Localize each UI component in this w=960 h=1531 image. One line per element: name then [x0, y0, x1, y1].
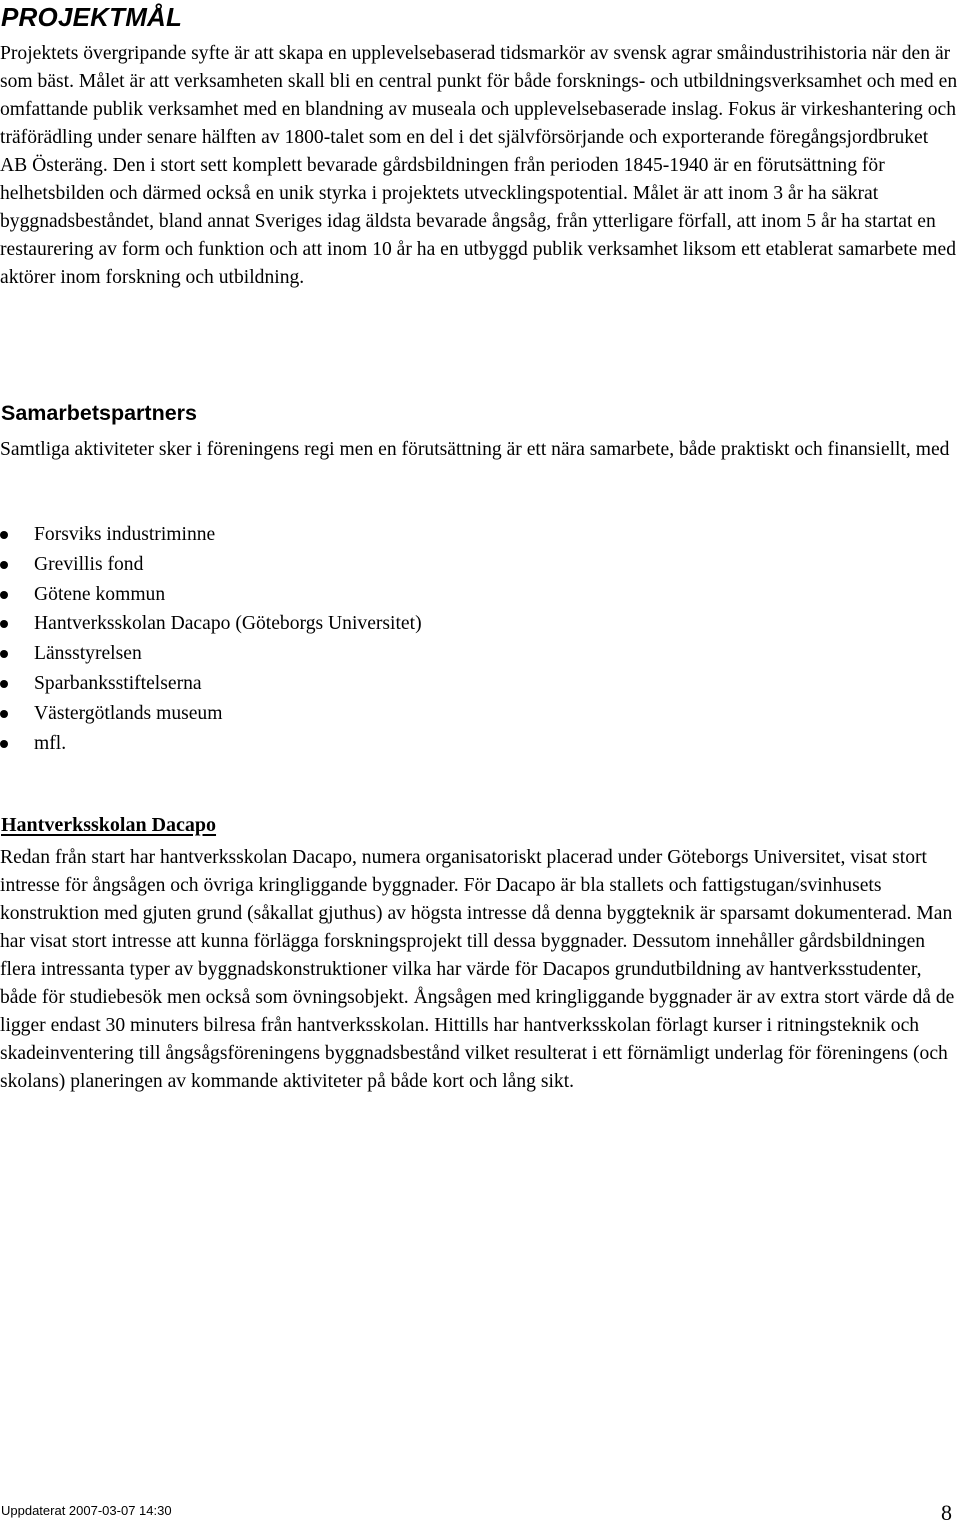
bullet-icon — [0, 650, 8, 658]
heading-hantverksskolan-dacapo: Hantverksskolan Dacapo — [1, 814, 217, 836]
list-item — [0, 609, 422, 639]
partner-name: Götene kommun — [34, 583, 166, 605]
partner-name: Länsstyrelsen — [34, 643, 142, 665]
bullet-icon — [0, 710, 8, 718]
bullet-icon — [0, 561, 8, 569]
bullet-icon — [0, 591, 8, 599]
list-item — [0, 669, 422, 699]
paragraph-projektmal: Projektets övergripande syfte är att skapa en upplevelsebaserad tidsmarkör av svensk agrar småindustrihistoria när den är som bäst. Målet är att verksamheten skall bli en central punkt för både forsknings- och utbildningsverksamhet och med en omfattande publik verksamhet med en blandning av museala och upplevelsebaserade inslag. Fokus är virkeshantering och träförädling under senare hälften av 1800-talet som en del i det självförsörjande och exporterande föregångsjordbruket AB Österäng. Den i stort sett komplett bevarade gårdsbildningen från perioden 1845-1940 är en förutsättning för helhetsbilden och därmed också en unik styrka i projektets utvecklingspotential. Målet är att inom 3 år ha säkrat byggnadsbeståndet, bland annat Sveriges idag äldsta bevarade ångsåg, från ytterligare förfall, att inom 5 år ha startat en restaurering av form och funktion och att inom 10 år ha en utbyggd publik verksamhet liksom ett etablerat samarbete med aktörer inom forskning och utbildning. — [0, 43, 958, 288]
list-item — [0, 729, 422, 759]
footer-updated: Uppdaterat 2007-03-07 14:30 — [1, 1503, 172, 1518]
partner-name: Västergötlands museum — [34, 702, 223, 724]
list-item — [0, 699, 422, 729]
partner-list — [0, 520, 422, 758]
partner-name: Hantverksskolan Dacapo (Göteborgs Universitet) — [34, 613, 422, 635]
list-item — [0, 520, 422, 550]
list-item — [0, 639, 422, 669]
bullet-icon — [0, 531, 8, 539]
paragraph-hantverksskolan-dacapo: Redan från start har hantverksskolan Dacapo, numera organisatoriskt placerad under Göteborgs Universitet, visat stort intresse för ångsågen och övriga kringliggande byggnader. För Dacapo är bla stallets och fattigstugan/svinhusets konstruktion med gjuten grund (såkallat gjuthus) av högsta intresse då denna byggteknik är sparsamt dokumenterad. Man har visat stort intresse att kunna förlägga forskningsprojekt till dessa byggnader. Dessutom innehåller gårdsbildningen flera intressanta typer av byggnadskonstruktioner vilka har värde för Dacapos grundutbildning av hantverksstudenter, både för studiebesök men också som övningsobjekt. Ångsågen med kringliggande byggnader är av extra stort värde då de ligger endast 30 minuters bilresa från hantverksskolan. Hittills har hantverksskolan förlagt kurser i ritningsteknik och skadeinventering till ångsågsföreningens byggnadsbestånd vilket resulterat i ett förnämligt underlag för föreningens (och skolans) planeringen av kommande aktiviteter på både kort och lång sikt. — [0, 847, 955, 1092]
partner-name: mfl. — [34, 732, 67, 754]
paragraph-samarbetspartners: Samtliga aktiviteter sker i föreningens regi men en förutsättning är ett nära samarbete, både praktiskt och finansiellt, med — [0, 439, 950, 460]
page-number: 8 — [941, 1500, 952, 1525]
partner-name: Grevillis fond — [34, 553, 144, 575]
bullet-icon — [0, 620, 8, 628]
heading-samarbetspartners: Samarbetspartners — [1, 401, 197, 425]
partner-name: Forsviks industriminne — [34, 524, 216, 545]
list-item — [0, 550, 422, 580]
list-item — [0, 580, 422, 610]
partner-name: Sparbanksstiftelserna — [34, 672, 202, 694]
bullet-icon — [0, 740, 8, 748]
bullet-icon — [0, 680, 8, 688]
heading-projektmal: PROJEKTMÅL — [1, 2, 183, 32]
